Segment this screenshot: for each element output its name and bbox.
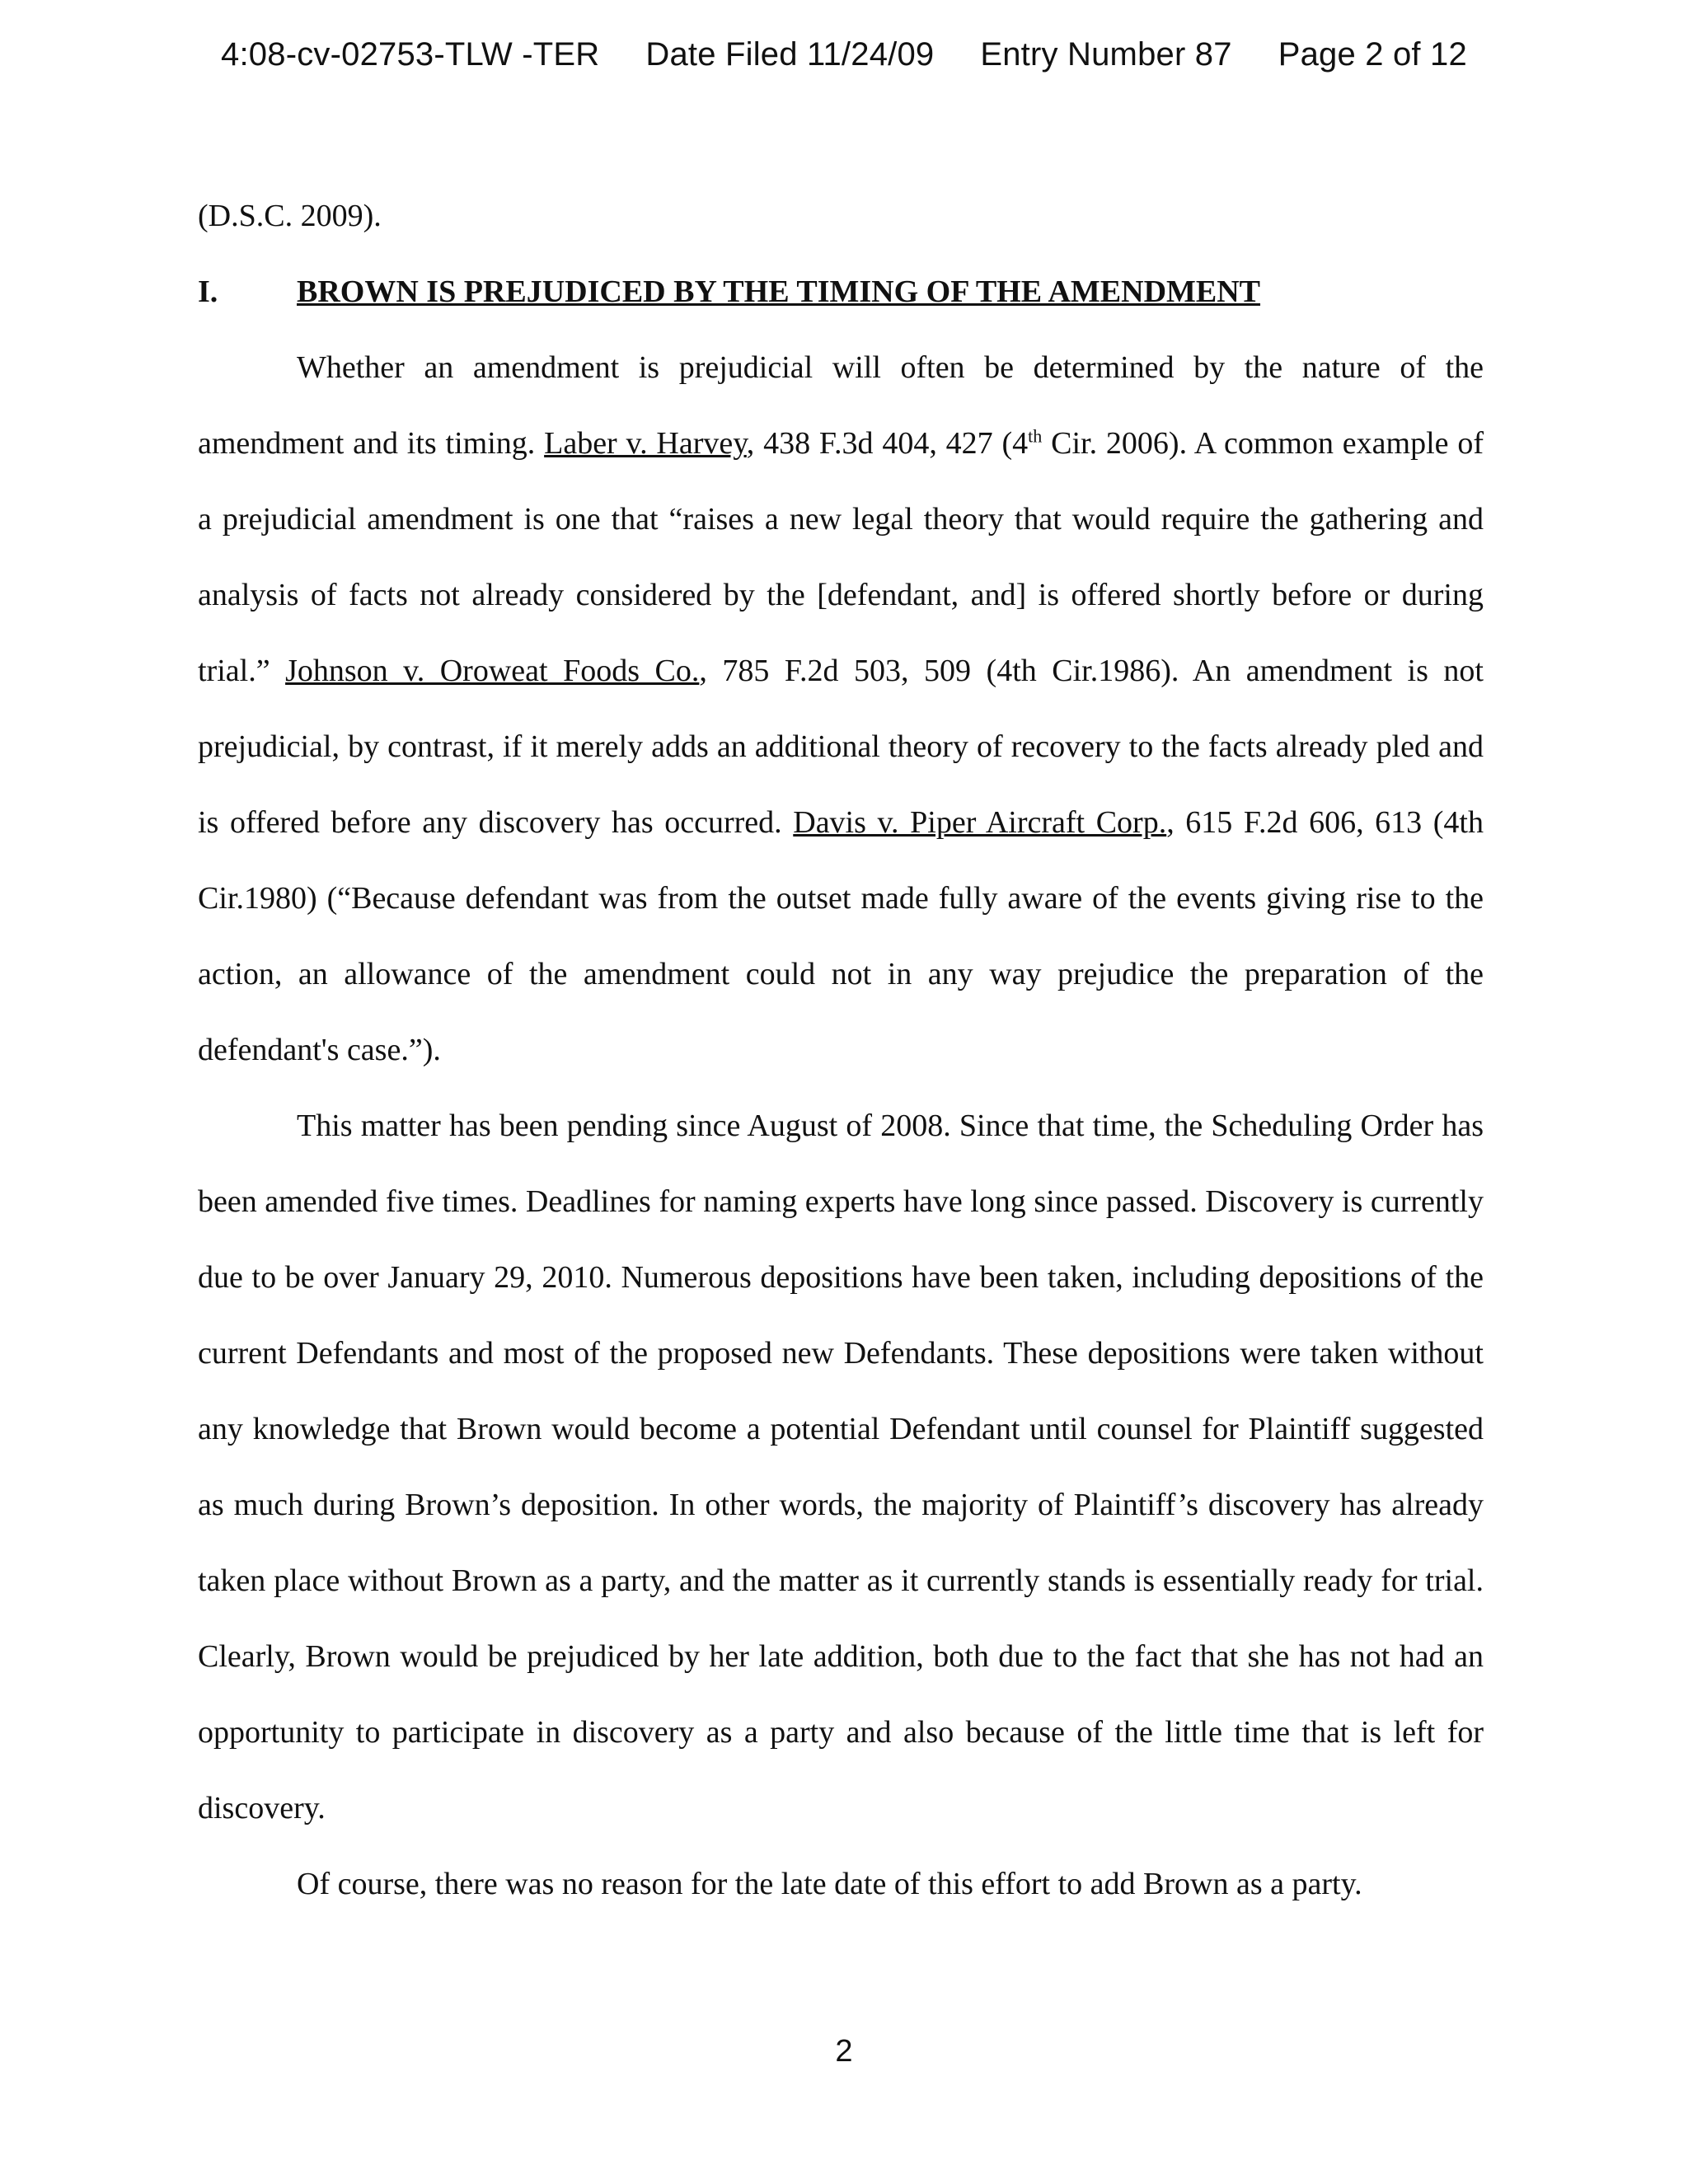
citation-johnson: Johnson v. Oroweat Foods Co.: [285, 654, 700, 688]
case-number: 4:08-cv-02753-TLW -TER: [221, 36, 600, 73]
opening-line: (D.S.C. 2009).: [198, 199, 382, 233]
document-body: [198, 178, 1484, 1922]
document-header: [0, 36, 1688, 73]
para1-text-5: , 615 F.2d 606, 613 (4th Cir.1980) (“Because defendant was from the outset made fully aware of the events giving rise to the action, an allowance of the amendment could not in any way prejudice the preparation of the defendant's case.”).: [198, 805, 1484, 1067]
section-title: BROWN IS PREJUDICED BY THE TIMING OF THE AMENDMENT: [297, 274, 1261, 309]
page-number: 2: [835, 2034, 853, 2069]
paragraph-3: Of course, there was no reason for the late date of this effort to add Brown as a party.: [297, 1867, 1362, 1901]
paragraph-1: [198, 330, 1484, 1088]
para1-text-4: , 785 F.2d 503, 509 (4th Cir.1986). An amendment is not prejudicial, by contrast, if it merely adds an additional theory of recovery to the facts already pled and is offered before any discovery has occurred.: [198, 654, 1484, 840]
citation-davis: Davis v. Piper Aircraft Corp.: [793, 805, 1167, 840]
para1-text-2: , 438 F.3d 404, 427 (4: [746, 426, 1029, 461]
para1-text-1: Whether an amendment is prejudicial will often be determined by the nature of the amendment and its timing.: [198, 350, 1484, 461]
ordinal-superscript: th: [1028, 425, 1043, 447]
page-indicator: Page 2 of 12: [1278, 36, 1467, 73]
paragraph-2: This matter has been pending since August of 2008. Since that time, the Scheduling Order has been amended five times. Deadlines for naming experts have long since passed. Discovery is currently due to be over January 29, 2010. Numerous depositions have been taken, including depositions of the current Defendants and most of the proposed new Defendants. These depositions were taken without any knowledge that Brown would become a potential Defendant until counsel for Plaintiff suggested as much during Brown’s deposition. In other words, the majority of Plaintiff’s discovery has already taken place without Brown as a party, and the matter as it currently stands is essentially ready for trial. Clearly, Brown would be prejudiced by her late addition, both due to the fact that she has not had an opportunity to participate in discovery as a party and also because of the little time that is left for discovery.: [198, 1108, 1484, 1825]
section-number: I.: [198, 274, 218, 309]
entry-number: Entry Number 87: [980, 36, 1232, 73]
para1-text-3: Cir. 2006). A common example of a prejudicial amendment is one that “raises a new legal theory that would require the gathering and analysis of facts not already considered by the [defendant, and] is offered shortly before or during trial.”: [198, 426, 1484, 688]
date-filed: Date Filed 11/24/09: [645, 36, 935, 73]
citation-laber: Laber v. Harvey: [544, 426, 747, 461]
section-heading: [198, 254, 1484, 330]
